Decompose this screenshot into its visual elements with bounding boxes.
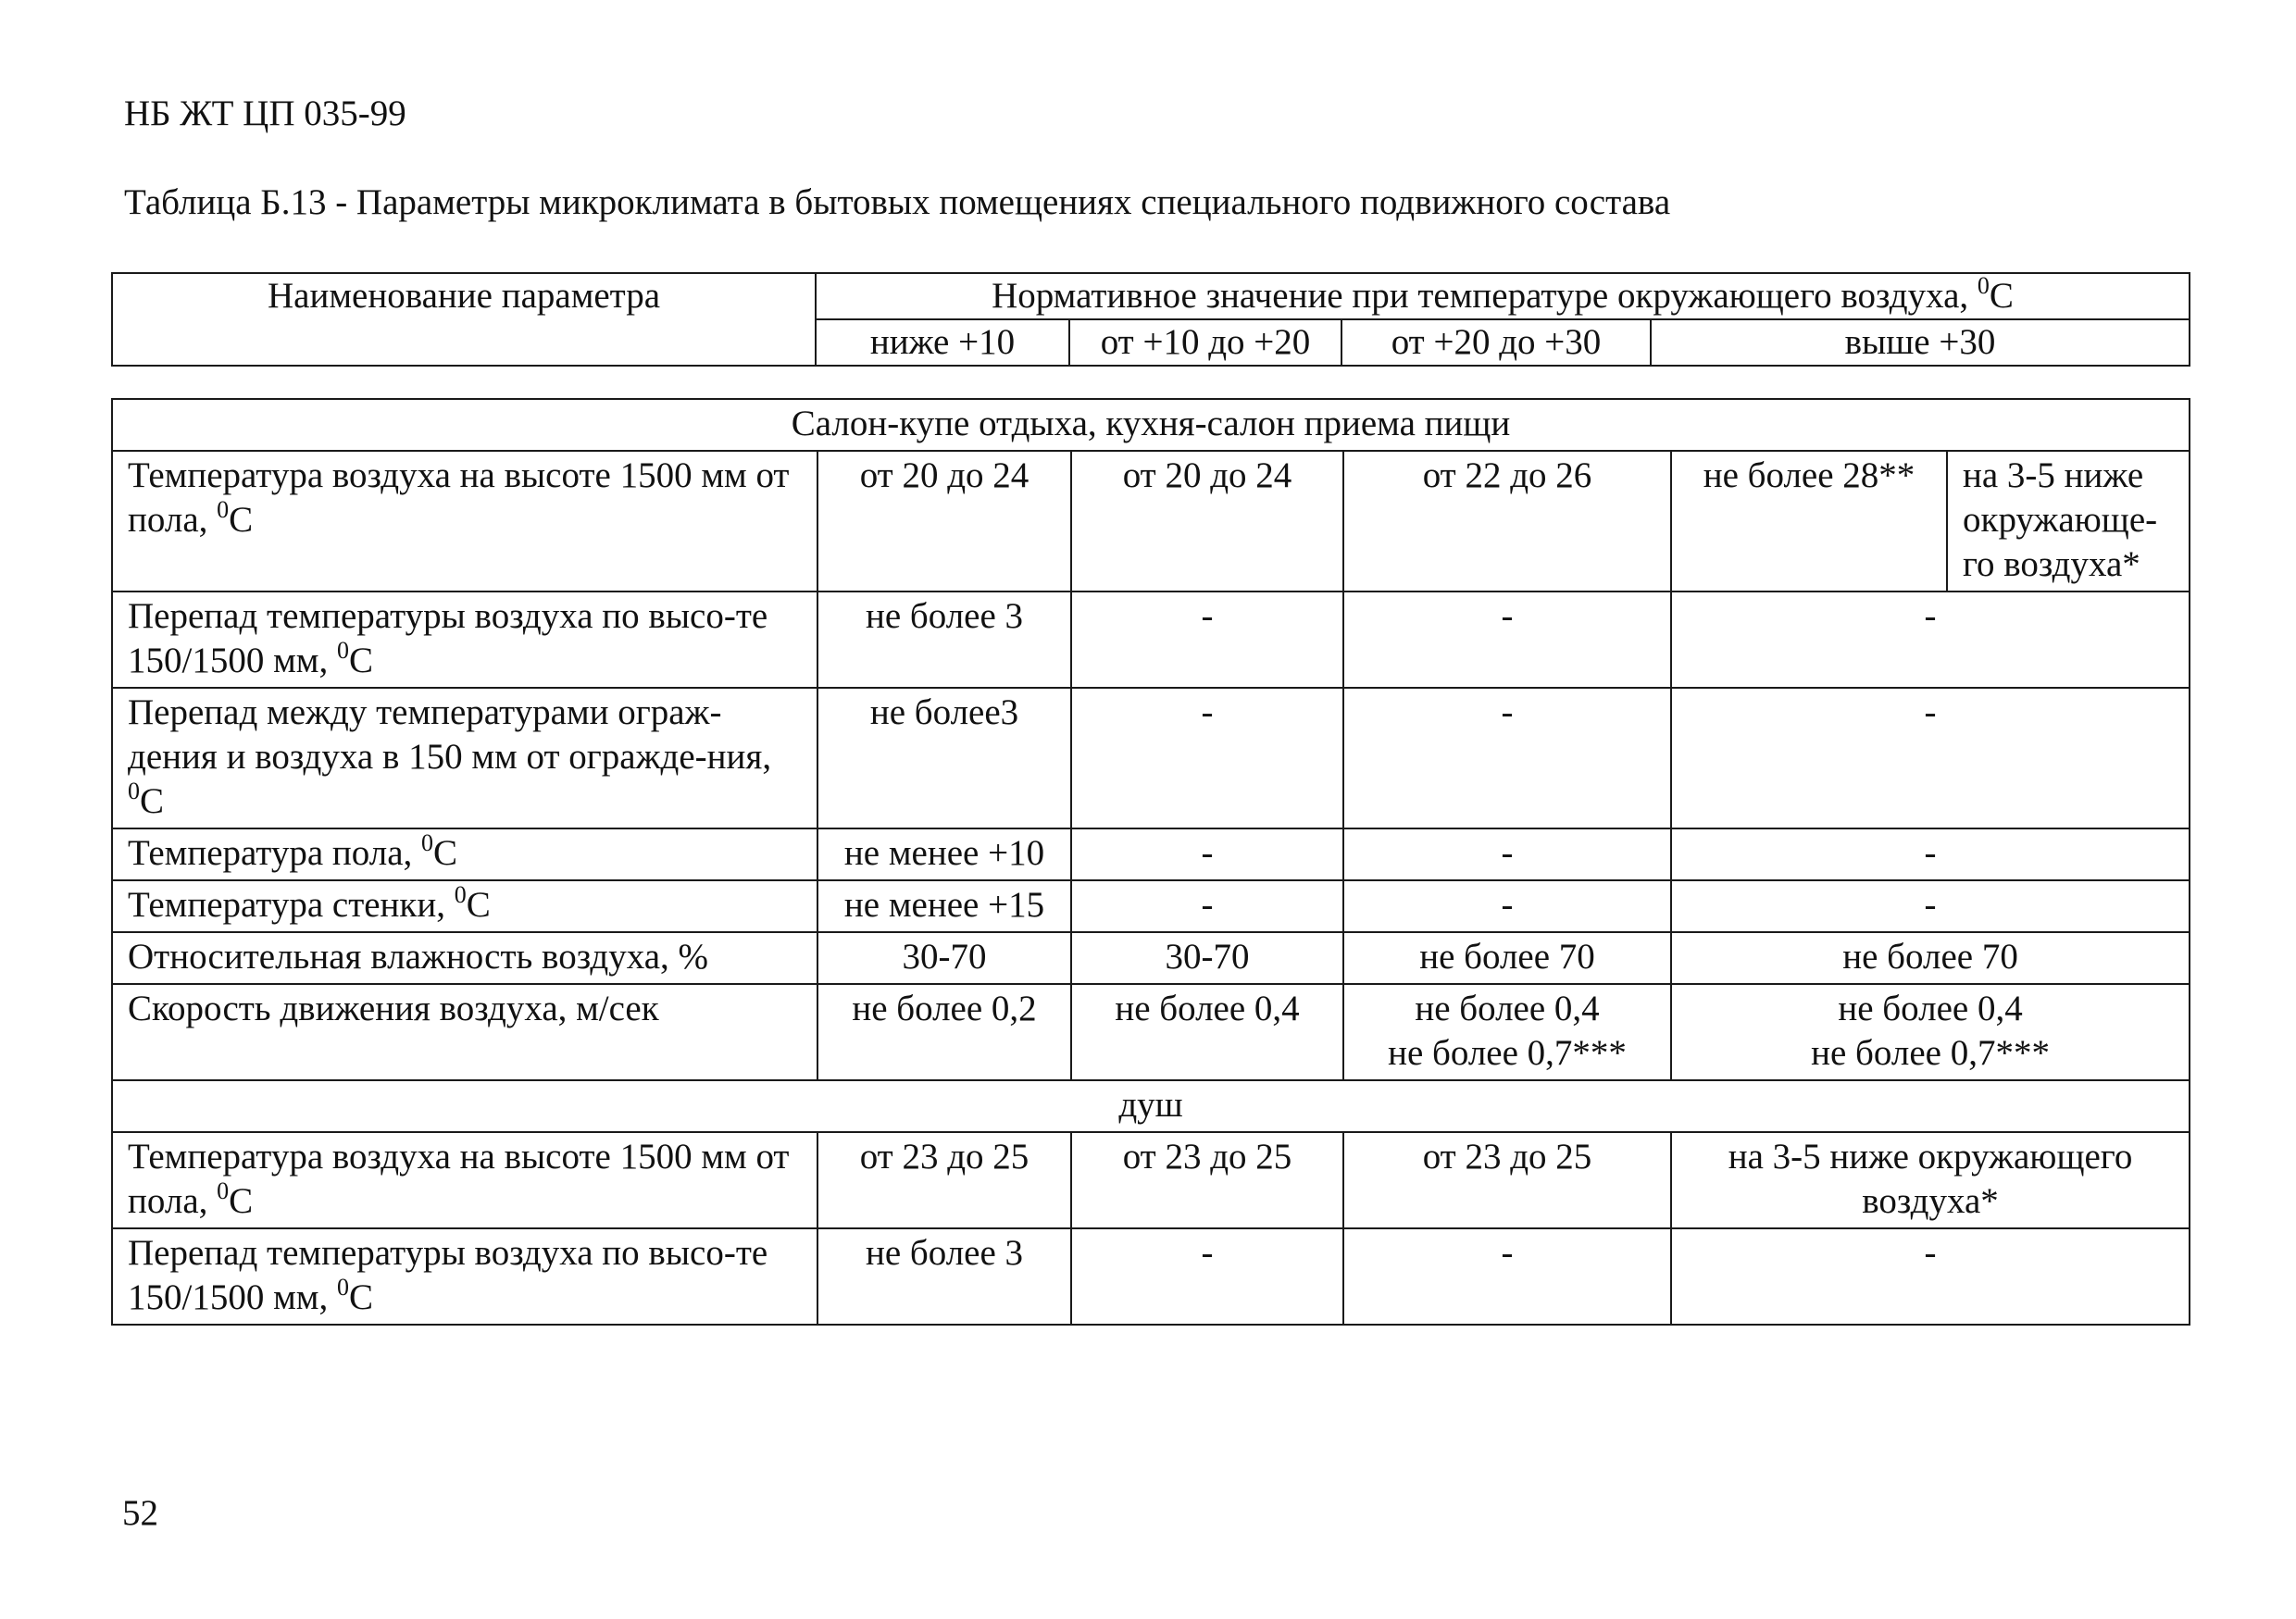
degree-mark: 0 [336, 637, 349, 664]
section-row-salon [112, 399, 2190, 451]
value-cell: не менее +15 [817, 880, 1071, 932]
table-row [112, 451, 2190, 592]
value-cell: не более3 [817, 688, 1071, 828]
range-header-below-10: ниже +10 [816, 319, 1069, 366]
param-cell [112, 880, 817, 932]
value-cell: - [1671, 592, 2190, 688]
value-cell: не более 70 [1343, 932, 1671, 984]
value-cell: от 20 до 24 [817, 451, 1071, 592]
value-cell: - [1343, 592, 1671, 688]
param-label: Перепад температуры воздуха по высо-те 150/1500 мм, [128, 1233, 768, 1317]
range-header-20-to-30: от +20 до +30 [1341, 319, 1651, 366]
value-line: не более 0,7*** [1388, 1033, 1627, 1073]
table-row [112, 984, 2190, 1080]
value-cell: - [1343, 828, 1671, 880]
degree-unit: С [433, 833, 458, 873]
section-title-salon: Салон-купе отдыха, кухня-салон приема пищи [112, 399, 2190, 451]
value-cell: - [1671, 1228, 2190, 1325]
param-cell [112, 592, 817, 688]
param-name-header [112, 273, 816, 366]
degree-mark: 0 [421, 829, 434, 856]
degree-mark: 0 [1977, 273, 1990, 299]
table-row [112, 688, 2190, 828]
param-cell [112, 1132, 817, 1228]
value-cell: от 22 до 26 [1343, 451, 1671, 592]
value-cell [1671, 984, 2190, 1080]
value-cell: не более 0,2 [817, 984, 1071, 1080]
value-cell: - [1071, 880, 1343, 932]
section-title-shower: душ [112, 1080, 2190, 1132]
value-cell: - [1343, 880, 1671, 932]
value-line: не более 0,4 [1838, 989, 2023, 1028]
value-cell: - [1671, 828, 2190, 880]
microclimate-table [111, 398, 2190, 1326]
param-name-header-label: Наименование параметра [267, 276, 661, 316]
section-row-shower [112, 1080, 2190, 1132]
value-cell [1343, 984, 1671, 1080]
page-number: 52 [122, 1493, 158, 1533]
value-cell: - [1671, 880, 2190, 932]
degree-mark: 0 [217, 496, 230, 523]
degree-unit: С [348, 641, 373, 680]
normative-value-header [816, 273, 2190, 319]
value-cell: не более 70 [1671, 932, 2190, 984]
value-cell: - [1071, 592, 1343, 688]
value-cell: - [1071, 1228, 1343, 1325]
degree-unit: С [1989, 276, 2014, 316]
param-cell [112, 688, 817, 828]
degree-mark: 0 [128, 778, 140, 804]
range-header-10-to-20: от +10 до +20 [1069, 319, 1341, 366]
value-cell: от 23 до 25 [1071, 1132, 1343, 1228]
normative-value-title: Нормативное значение при температуре окружающего воздуха, [992, 276, 1969, 316]
table-row [112, 880, 2190, 932]
value-cell: - [1071, 688, 1343, 828]
degree-unit: С [466, 885, 491, 925]
value-cell: - [1343, 688, 1671, 828]
document-code: НБ ЖТ ЦП 035-99 [124, 93, 406, 133]
table-row [112, 1228, 2190, 1325]
table-row [112, 592, 2190, 688]
degree-mark: 0 [454, 881, 467, 908]
degree-unit: С [348, 1277, 373, 1317]
param-cell [112, 1228, 817, 1325]
table-row [112, 932, 2190, 984]
range-header-above-30: выше +30 [1651, 319, 2190, 366]
param-label: Температура воздуха на высоте 1500 мм от пола, [128, 1137, 790, 1221]
value-cell: от 20 до 24 [1071, 451, 1343, 592]
param-cell: Скорость движения воздуха, м/сек [112, 984, 817, 1080]
value-line: не более 0,7*** [1811, 1033, 2050, 1073]
value-cell: от 23 до 25 [817, 1132, 1071, 1228]
param-cell [112, 451, 817, 592]
value-cell: не более 3 [817, 1228, 1071, 1325]
column-header-table [111, 272, 2190, 367]
degree-mark: 0 [336, 1274, 349, 1301]
degree-mark: 0 [217, 1177, 230, 1204]
table-row [112, 828, 2190, 880]
degree-unit: С [140, 781, 165, 821]
table-row [112, 1132, 2190, 1228]
value-cell: не более 0,4 [1071, 984, 1343, 1080]
value-cell: 30-70 [817, 932, 1071, 984]
value-cell: не менее +10 [817, 828, 1071, 880]
value-cell: - [1671, 688, 2190, 828]
value-cell: на 3-5 ниже окружающе-го воздуха* [1947, 451, 2190, 592]
param-label: Температура стенки, [128, 885, 455, 925]
param-cell [112, 828, 817, 880]
value-cell: - [1071, 828, 1343, 880]
value-cell: от 23 до 25 [1343, 1132, 1671, 1228]
param-label: Температура пола, [128, 833, 422, 873]
value-cell: не более 28** [1671, 451, 1947, 592]
degree-unit: С [229, 1181, 254, 1221]
value-cell: - [1343, 1228, 1671, 1325]
value-cell: 30-70 [1071, 932, 1343, 984]
table-caption: Таблица Б.13 - Параметры микроклимата в бытовых помещениях специального подвижного состава [124, 182, 1671, 222]
value-cell: на 3-5 ниже окружающего воздуха* [1671, 1132, 2190, 1228]
value-line: не более 0,4 [1415, 989, 1600, 1028]
param-label: Температура воздуха на высоте 1500 мм от пола, [128, 455, 790, 540]
param-label: Перепад между температурами ограж-дения и воздуха в 150 мм от огражде-ния, [128, 692, 772, 777]
param-cell: Относительная влажность воздуха, % [112, 932, 817, 984]
param-label: Перепад температуры воздуха по высо-те 150/1500 мм, [128, 596, 768, 680]
degree-unit: С [229, 500, 254, 540]
value-cell: не более 3 [817, 592, 1071, 688]
